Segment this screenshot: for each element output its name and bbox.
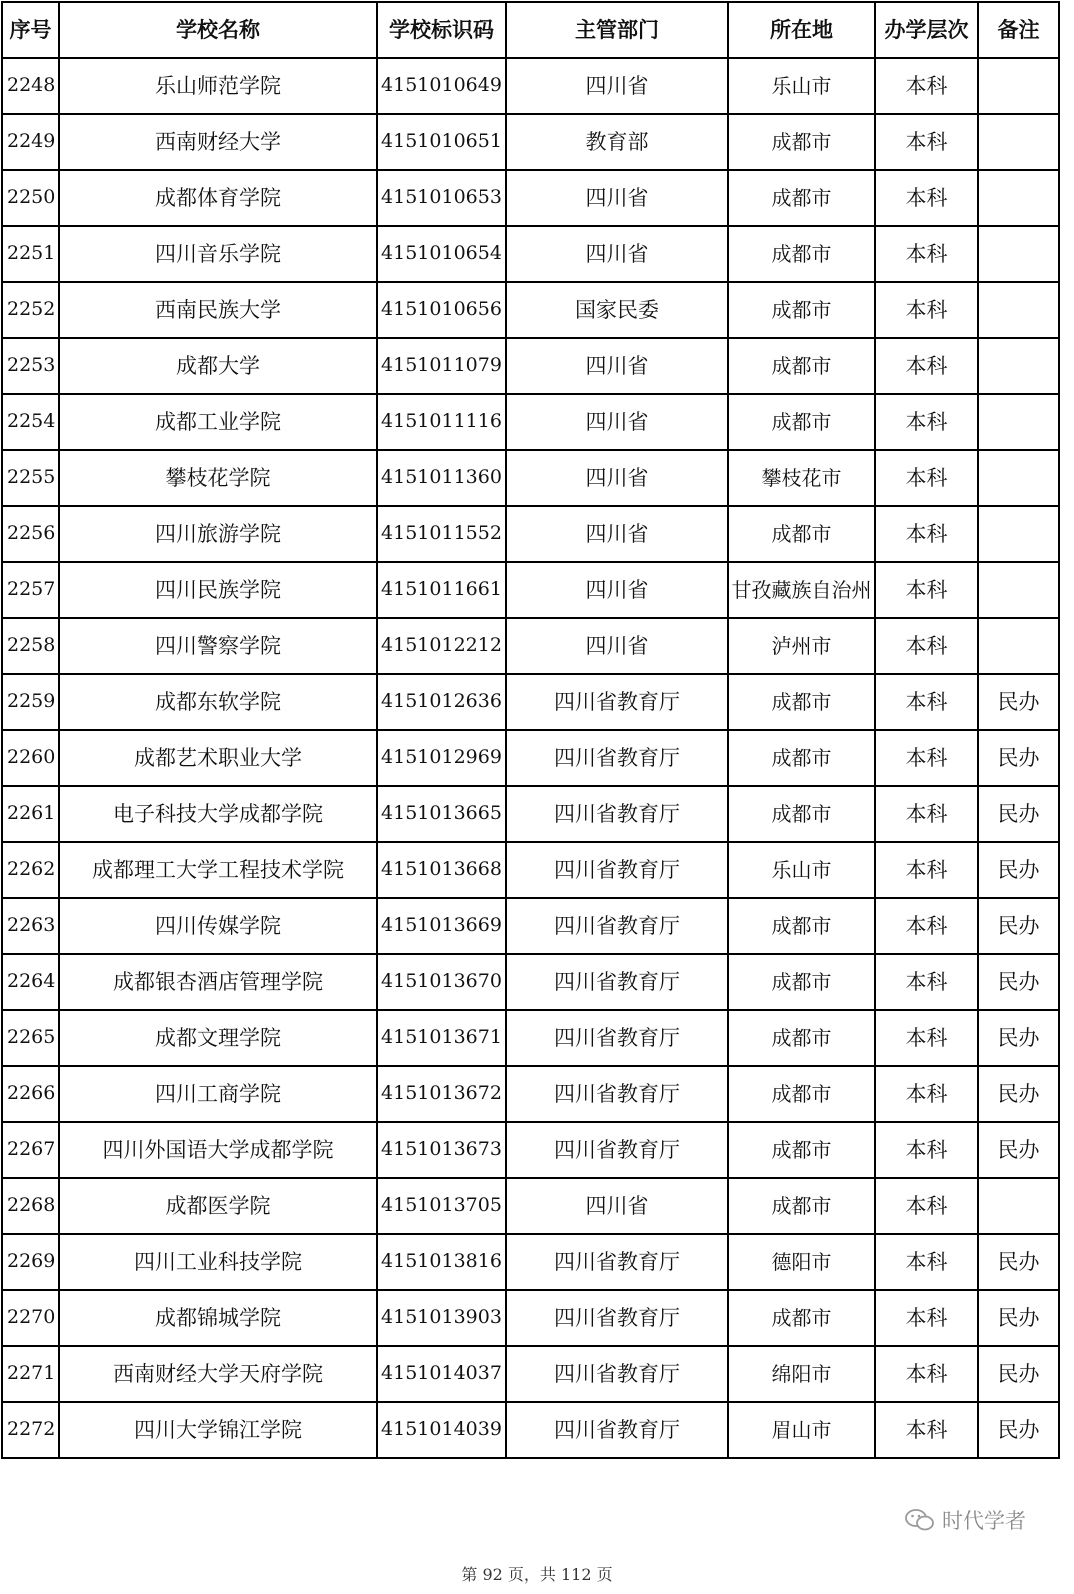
cell-location: 德阳市	[728, 1234, 875, 1290]
cell-level: 本科	[875, 1346, 978, 1402]
cell-remark	[978, 114, 1059, 170]
table-row	[2, 730, 1059, 786]
cell-remark: 民办	[978, 1234, 1059, 1290]
cell-location: 成都市	[728, 786, 875, 842]
cell-index: 2257	[2, 562, 59, 618]
cell-authority: 四川省	[506, 506, 728, 562]
cell-school-name: 四川音乐学院	[59, 226, 377, 282]
cell-authority: 四川省教育厅	[506, 1234, 728, 1290]
cell-level: 本科	[875, 114, 978, 170]
cell-remark: 民办	[978, 954, 1059, 1010]
cell-level: 本科	[875, 954, 978, 1010]
page-footer: 第 92 页，共 112 页	[461, 1565, 613, 1584]
cell-school-code: 4151011552	[377, 506, 506, 562]
table-row	[2, 1290, 1059, 1346]
cell-location: 成都市	[728, 226, 875, 282]
cell-school-name: 成都工业学院	[59, 394, 377, 450]
cell-remark: 民办	[978, 1402, 1059, 1458]
cell-school-name: 攀枝花学院	[59, 450, 377, 506]
table-row	[2, 226, 1059, 282]
cell-level: 本科	[875, 730, 978, 786]
cell-index: 2270	[2, 1290, 59, 1346]
cell-location: 成都市	[728, 282, 875, 338]
cell-index: 2254	[2, 394, 59, 450]
table-header-row	[2, 2, 1059, 58]
cell-remark: 民办	[978, 1290, 1059, 1346]
cell-level: 本科	[875, 1066, 978, 1122]
cell-school-name: 四川民族学院	[59, 562, 377, 618]
cell-school-name: 四川传媒学院	[59, 898, 377, 954]
cell-school-name: 四川工商学院	[59, 1066, 377, 1122]
cell-school-code: 4151011360	[377, 450, 506, 506]
cell-remark	[978, 618, 1059, 674]
header-school-name: 学校名称	[59, 2, 377, 58]
cell-authority: 四川省教育厅	[506, 730, 728, 786]
cell-level: 本科	[875, 282, 978, 338]
cell-location: 成都市	[728, 170, 875, 226]
cell-remark	[978, 450, 1059, 506]
cell-index: 2271	[2, 1346, 59, 1402]
cell-school-code: 4151011116	[377, 394, 506, 450]
cell-school-code: 4151013668	[377, 842, 506, 898]
table-row	[2, 1346, 1059, 1402]
cell-level: 本科	[875, 170, 978, 226]
cell-school-name: 成都锦城学院	[59, 1290, 377, 1346]
table-row	[2, 506, 1059, 562]
cell-authority: 四川省教育厅	[506, 1346, 728, 1402]
cell-school-code: 4151013672	[377, 1066, 506, 1122]
header-remark: 备注	[978, 2, 1059, 58]
cell-school-name: 成都理工大学工程技术学院	[59, 842, 377, 898]
cell-remark	[978, 226, 1059, 282]
cell-level: 本科	[875, 562, 978, 618]
cell-level: 本科	[875, 786, 978, 842]
cell-authority: 四川省	[506, 450, 728, 506]
cell-index: 2256	[2, 506, 59, 562]
cell-remark: 民办	[978, 786, 1059, 842]
table-row	[2, 1010, 1059, 1066]
cell-authority: 四川省教育厅	[506, 1122, 728, 1178]
university-table	[1, 1, 1060, 1459]
cell-location: 成都市	[728, 506, 875, 562]
table-row	[2, 842, 1059, 898]
cell-authority: 四川省教育厅	[506, 898, 728, 954]
cell-school-name: 成都体育学院	[59, 170, 377, 226]
cell-index: 2249	[2, 114, 59, 170]
cell-location: 成都市	[728, 1010, 875, 1066]
cell-school-name: 乐山师范学院	[59, 58, 377, 114]
header-level: 办学层次	[875, 2, 978, 58]
cell-remark: 民办	[978, 898, 1059, 954]
table-row	[2, 618, 1059, 674]
cell-school-code: 4151013673	[377, 1122, 506, 1178]
cell-remark	[978, 170, 1059, 226]
cell-school-code: 4151010649	[377, 58, 506, 114]
cell-school-code: 4151013670	[377, 954, 506, 1010]
cell-level: 本科	[875, 618, 978, 674]
cell-school-code: 4151012969	[377, 730, 506, 786]
wechat-icon	[904, 1507, 936, 1533]
table-row	[2, 58, 1059, 114]
cell-school-name: 四川大学锦江学院	[59, 1402, 377, 1458]
cell-index: 2266	[2, 1066, 59, 1122]
wechat-watermark	[904, 1505, 1026, 1535]
cell-school-name: 四川旅游学院	[59, 506, 377, 562]
cell-index: 2252	[2, 282, 59, 338]
cell-index: 2258	[2, 618, 59, 674]
cell-authority: 四川省教育厅	[506, 674, 728, 730]
cell-school-name: 成都东软学院	[59, 674, 377, 730]
cell-location: 成都市	[728, 730, 875, 786]
cell-school-code: 4151013816	[377, 1234, 506, 1290]
cell-location: 攀枝花市	[728, 450, 875, 506]
cell-index: 2272	[2, 1402, 59, 1458]
cell-school-code: 4151013671	[377, 1010, 506, 1066]
cell-authority: 四川省	[506, 562, 728, 618]
cell-level: 本科	[875, 842, 978, 898]
cell-authority: 四川省	[506, 338, 728, 394]
cell-school-code: 4151011661	[377, 562, 506, 618]
cell-authority: 四川省教育厅	[506, 786, 728, 842]
cell-school-name: 成都医学院	[59, 1178, 377, 1234]
cell-location: 绵阳市	[728, 1346, 875, 1402]
table-row	[2, 562, 1059, 618]
cell-index: 2248	[2, 58, 59, 114]
cell-school-code: 4151013665	[377, 786, 506, 842]
cell-authority: 四川省	[506, 226, 728, 282]
table-row	[2, 1402, 1059, 1458]
cell-location: 成都市	[728, 898, 875, 954]
cell-level: 本科	[875, 1178, 978, 1234]
cell-index: 2263	[2, 898, 59, 954]
cell-level: 本科	[875, 58, 978, 114]
cell-location: 乐山市	[728, 58, 875, 114]
cell-authority: 国家民委	[506, 282, 728, 338]
cell-index: 2264	[2, 954, 59, 1010]
cell-authority: 四川省	[506, 618, 728, 674]
table-row	[2, 338, 1059, 394]
cell-level: 本科	[875, 1234, 978, 1290]
table-row	[2, 282, 1059, 338]
cell-level: 本科	[875, 226, 978, 282]
cell-school-name: 四川外国语大学成都学院	[59, 1122, 377, 1178]
table-row	[2, 394, 1059, 450]
header-school-code: 学校标识码	[377, 2, 506, 58]
cell-authority: 四川省	[506, 170, 728, 226]
cell-remark	[978, 394, 1059, 450]
cell-index: 2259	[2, 674, 59, 730]
cell-level: 本科	[875, 1010, 978, 1066]
cell-school-name: 西南财经大学天府学院	[59, 1346, 377, 1402]
cell-school-code: 4151014037	[377, 1346, 506, 1402]
cell-authority: 四川省教育厅	[506, 1402, 728, 1458]
cell-remark: 民办	[978, 842, 1059, 898]
cell-school-code: 4151013705	[377, 1178, 506, 1234]
cell-remark: 民办	[978, 730, 1059, 786]
cell-level: 本科	[875, 338, 978, 394]
cell-level: 本科	[875, 898, 978, 954]
cell-location: 成都市	[728, 114, 875, 170]
table-row	[2, 1122, 1059, 1178]
cell-level: 本科	[875, 506, 978, 562]
cell-remark	[978, 282, 1059, 338]
cell-authority: 四川省教育厅	[506, 1290, 728, 1346]
cell-location: 成都市	[728, 1122, 875, 1178]
cell-remark: 民办	[978, 1122, 1059, 1178]
cell-school-code: 4151010656	[377, 282, 506, 338]
cell-location: 成都市	[728, 394, 875, 450]
cell-location: 甘孜藏族自治州	[728, 562, 875, 618]
cell-location: 成都市	[728, 954, 875, 1010]
table-row	[2, 1234, 1059, 1290]
cell-school-name: 西南民族大学	[59, 282, 377, 338]
table-row	[2, 954, 1059, 1010]
table-row	[2, 898, 1059, 954]
cell-school-code: 4151013669	[377, 898, 506, 954]
cell-location: 成都市	[728, 338, 875, 394]
cell-remark	[978, 1178, 1059, 1234]
table-row	[2, 1178, 1059, 1234]
cell-index: 2267	[2, 1122, 59, 1178]
cell-school-name: 西南财经大学	[59, 114, 377, 170]
cell-school-code: 4151012212	[377, 618, 506, 674]
cell-level: 本科	[875, 674, 978, 730]
cell-authority: 教育部	[506, 114, 728, 170]
cell-authority: 四川省教育厅	[506, 1066, 728, 1122]
cell-school-name: 成都大学	[59, 338, 377, 394]
cell-remark	[978, 58, 1059, 114]
cell-level: 本科	[875, 450, 978, 506]
cell-school-name: 成都艺术职业大学	[59, 730, 377, 786]
cell-school-code: 4151010653	[377, 170, 506, 226]
cell-index: 2253	[2, 338, 59, 394]
cell-index: 2260	[2, 730, 59, 786]
cell-remark: 民办	[978, 1010, 1059, 1066]
cell-location: 乐山市	[728, 842, 875, 898]
table-row	[2, 450, 1059, 506]
cell-remark: 民办	[978, 1066, 1059, 1122]
cell-authority: 四川省教育厅	[506, 954, 728, 1010]
cell-school-code: 4151010654	[377, 226, 506, 282]
cell-school-code: 4151012636	[377, 674, 506, 730]
cell-location: 成都市	[728, 1290, 875, 1346]
cell-location: 泸州市	[728, 618, 875, 674]
cell-level: 本科	[875, 1122, 978, 1178]
cell-remark: 民办	[978, 1346, 1059, 1402]
watermark-text: 时代学者	[942, 1509, 1026, 1533]
cell-school-code: 4151010651	[377, 114, 506, 170]
cell-index: 2255	[2, 450, 59, 506]
cell-school-name: 四川工业科技学院	[59, 1234, 377, 1290]
cell-remark: 民办	[978, 674, 1059, 730]
cell-school-name: 成都文理学院	[59, 1010, 377, 1066]
cell-index: 2268	[2, 1178, 59, 1234]
cell-index: 2250	[2, 170, 59, 226]
table-row	[2, 786, 1059, 842]
cell-school-code: 4151011079	[377, 338, 506, 394]
cell-remark	[978, 338, 1059, 394]
cell-index: 2269	[2, 1234, 59, 1290]
cell-index: 2251	[2, 226, 59, 282]
cell-authority: 四川省教育厅	[506, 842, 728, 898]
cell-school-name: 成都银杏酒店管理学院	[59, 954, 377, 1010]
cell-index: 2261	[2, 786, 59, 842]
header-index: 序号	[2, 2, 59, 58]
cell-location: 成都市	[728, 674, 875, 730]
cell-index: 2265	[2, 1010, 59, 1066]
cell-index: 2262	[2, 842, 59, 898]
cell-remark	[978, 562, 1059, 618]
cell-authority: 四川省	[506, 58, 728, 114]
table-row	[2, 674, 1059, 730]
cell-school-code: 4151014039	[377, 1402, 506, 1458]
cell-school-name: 四川警察学院	[59, 618, 377, 674]
cell-remark	[978, 506, 1059, 562]
cell-level: 本科	[875, 394, 978, 450]
cell-location: 成都市	[728, 1066, 875, 1122]
cell-authority: 四川省	[506, 394, 728, 450]
cell-location: 眉山市	[728, 1402, 875, 1458]
cell-location: 成都市	[728, 1178, 875, 1234]
header-authority: 主管部门	[506, 2, 728, 58]
table-row	[2, 170, 1059, 226]
table-row	[2, 114, 1059, 170]
cell-school-name: 电子科技大学成都学院	[59, 786, 377, 842]
table-row	[2, 1066, 1059, 1122]
cell-level: 本科	[875, 1402, 978, 1458]
cell-level: 本科	[875, 1290, 978, 1346]
cell-school-code: 4151013903	[377, 1290, 506, 1346]
cell-authority: 四川省教育厅	[506, 1010, 728, 1066]
header-location: 所在地	[728, 2, 875, 58]
cell-authority: 四川省	[506, 1178, 728, 1234]
